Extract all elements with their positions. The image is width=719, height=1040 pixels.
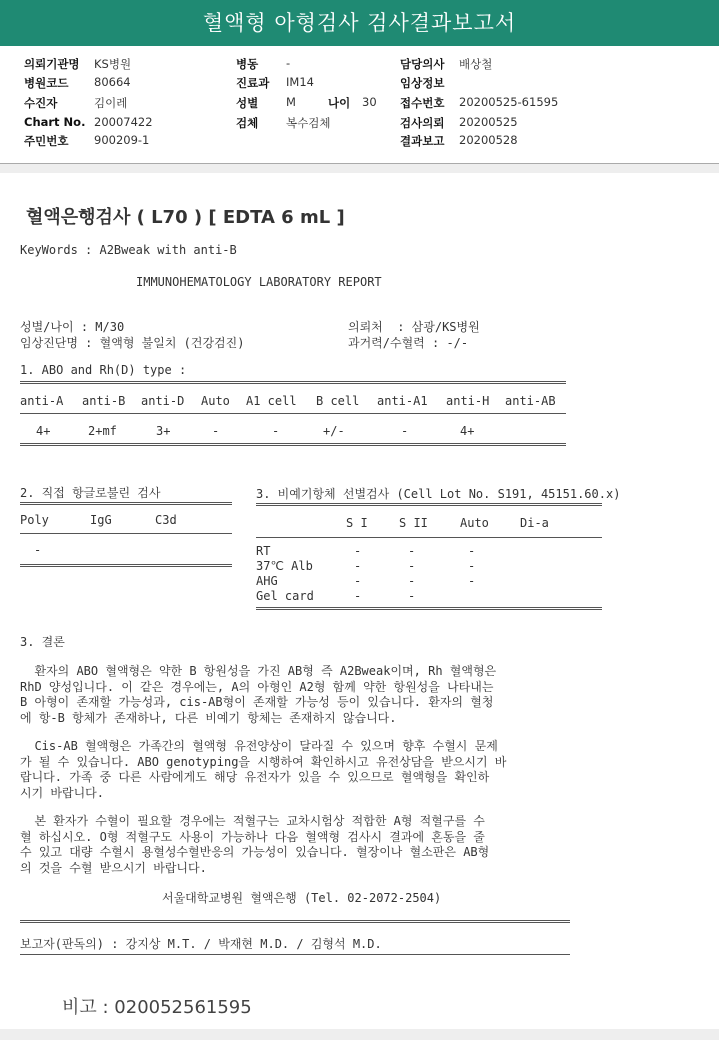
history-line: 과거력/수혈력 : -/- — [348, 336, 469, 350]
screen-gel-s1: - — [354, 589, 362, 603]
screen-phase-gel-card: Gel card — [256, 589, 314, 603]
sex-value: M — [286, 95, 296, 109]
dat-header-c3d: C3d — [155, 513, 177, 527]
age-value: 30 — [362, 95, 377, 109]
report-banner-title: 혈액형 아형검사 검사결과보고서 — [0, 0, 719, 46]
abo-value-anti-h: 4+ — [460, 424, 475, 438]
screen-ahg-auto: - — [468, 574, 476, 588]
department-label: 진료과 — [236, 76, 270, 90]
dat-top-rule — [20, 502, 232, 505]
abo-value-anti-b: 2+mf — [88, 424, 117, 438]
para2-line: 가 될 수 있습니다. ABO genotyping을 시행하여 확인하시고 유전상담을 받으시기 바 — [20, 754, 507, 769]
request-date-label: 검사의뢰 — [400, 116, 445, 130]
hospital-code-value: 80664 — [94, 75, 131, 89]
chart-no-value: 20007422 — [94, 115, 153, 129]
screen-ahg-s2: - — [408, 574, 416, 588]
doctor-label: 담당의사 — [400, 57, 445, 71]
hospital-name-label: 의뢰기관명 — [24, 57, 80, 71]
report-date-label: 결과보고 — [400, 134, 445, 148]
conclusion-paragraph-3 — [20, 814, 620, 876]
reporter-top-rule — [20, 920, 570, 923]
conclusion-paragraph-1 — [20, 664, 620, 726]
lab-report-document — [0, 173, 719, 1029]
screen-37c-s2: - — [408, 559, 416, 573]
sex-label: 성별 — [236, 96, 259, 110]
reporter-bottom-rule — [20, 954, 570, 955]
clinical-info-label: 임상정보 — [400, 76, 445, 90]
para2-line: 랍니다. 가족 중 다른 사람에게도 해당 유전자가 있을 수 있으므로 혈액형을 확인하 — [20, 770, 490, 784]
ward-value: - — [286, 56, 291, 70]
dat-mid-rule — [20, 533, 232, 534]
para3-line: 수 있고 대량 수혈시 용혈성수혈반응의 가능성이 있습니다. 혈장이나 혈소판은 AB형 — [20, 845, 490, 859]
para1-line: RhD 양성입니다. 이 같은 경우에는, A의 아형인 A2형 함께 약한 항원성을 나타내는 — [20, 679, 494, 694]
abo-header-anti-d: anti-D — [141, 394, 185, 408]
abo-value-b-cell: +/- — [323, 424, 345, 438]
patient-name-label: 수진자 — [24, 96, 58, 110]
hospital-contact: 서울대학교병원 혈액은행 (Tel. 02-2072-2504) — [162, 891, 442, 905]
age-label: 나이 — [328, 96, 351, 110]
screen-rt-auto: - — [468, 544, 476, 558]
request-date-value: 20200525 — [459, 115, 518, 129]
screen-rt-s1: - — [354, 544, 362, 558]
test-title: 혈액은행검사 ( L70 ) [ EDTA 6 mL ] — [26, 207, 345, 228]
para2-line: Cis-AB 혈액형은 가족간의 혈액형 유전양상이 달라질 수 있으며 향후 수혈시 문제 — [20, 739, 498, 753]
dat-header-igg: IgG — [90, 513, 112, 527]
screen-header-auto: Auto — [460, 516, 489, 530]
screen-header-di-a: Di-a — [520, 516, 549, 530]
para2-line: 시기 바랍니다. — [20, 785, 105, 800]
conclusion-paragraph-2 — [20, 739, 620, 801]
screen-37c-s1: - — [354, 559, 362, 573]
section-screen-title: 3. 비예기항체 선별검사 (Cell Lot No. S191, 45151.60.x) — [256, 487, 621, 501]
screen-mid-rule — [256, 537, 602, 538]
hospital-code-label: 병원코드 — [24, 76, 69, 90]
abo-header-a1-cell: A1 cell — [246, 394, 297, 408]
specimen-label: 검체 — [236, 116, 259, 130]
abo-value-anti-a: 4+ — [36, 424, 51, 438]
conclusion-title: 3. 결론 — [20, 635, 65, 649]
para1-line: B 아형이 존재할 가능성과, cis-AB형이 존재할 가능성 등이 있습니다. 환자의 혈청 — [20, 695, 494, 709]
screen-phase-ahg: AHG — [256, 574, 278, 588]
abo-header-anti-ab: anti-AB — [505, 394, 556, 408]
abo-header-anti-h: anti-H — [446, 394, 490, 408]
screen-gel-s2: - — [408, 589, 416, 603]
para3-line: 의 것을 수혈 받으시기 바랍니다. — [20, 860, 207, 875]
department-value: IM14 — [286, 75, 314, 89]
dat-value-poly: - — [34, 543, 42, 557]
section-abo-title: 1. ABO and Rh(D) type : — [20, 363, 187, 377]
abo-value-auto: - — [212, 424, 220, 438]
lab-report-title: IMMUNOHEMATOLOGY LABORATORY REPORT — [136, 275, 382, 289]
resident-no-label: 주민번호 — [24, 134, 69, 148]
chart-no-label: Chart No. — [24, 115, 86, 129]
patient-info-panel — [0, 46, 719, 164]
reporters-line: 보고자(판독의) : 강지상 M.T. / 박재현 M.D. / 김형석 M.D. — [20, 937, 382, 951]
patient-name-value: 김이레 — [94, 96, 128, 110]
remark-note: 비고 : 020052561595 — [62, 997, 252, 1018]
para1-line: 에 항-B 항체가 존재하나, 다른 비예기 항체는 존재하지 않습니다. — [20, 710, 397, 725]
abo-value-a1-cell: - — [272, 424, 280, 438]
keywords: KeyWords : A2Bweak with anti-B — [20, 243, 237, 257]
doctor-value: 배상철 — [459, 57, 493, 71]
abo-header-b-cell: B cell — [316, 394, 360, 408]
abo-header-anti-a1: anti-A1 — [377, 394, 428, 408]
abo-mid-rule — [20, 413, 566, 414]
screen-37c-auto: - — [468, 559, 476, 573]
abo-value-anti-d: 3+ — [156, 424, 171, 438]
screen-phase-rt: RT — [256, 544, 271, 558]
screen-top-rule — [256, 503, 602, 506]
bottom-bar — [0, 1029, 719, 1040]
abo-header-auto: Auto — [201, 394, 230, 408]
abo-header-anti-b: anti-B — [82, 394, 126, 408]
screen-ahg-s1: - — [354, 574, 362, 588]
screen-header-s1: S I — [346, 516, 368, 530]
screen-rt-s2: - — [408, 544, 416, 558]
abo-value-anti-a1: - — [401, 424, 409, 438]
dat-bottom-rule — [20, 564, 232, 567]
hospital-name-value: KS병원 — [94, 57, 132, 71]
receipt-no-value: 20200525-61595 — [459, 95, 559, 109]
sex-age-line: 성별/나이 : M/30 — [20, 320, 125, 334]
resident-no-value: 900209-1 — [94, 133, 150, 147]
abo-bottom-rule — [20, 443, 566, 446]
screen-bottom-rule — [256, 607, 602, 610]
ward-label: 병동 — [236, 57, 259, 71]
section-divider — [0, 164, 719, 173]
referrer-line: 의뢰처 : 삼광/KS병원 — [348, 320, 480, 334]
section-dat-title: 2. 직접 항글로불린 검사 — [20, 486, 161, 500]
diagnosis-line: 임상진단명 : 혈액형 불일치 (건강검진) — [20, 336, 245, 350]
dat-header-poly: Poly — [20, 513, 49, 527]
report-date-value: 20200528 — [459, 133, 518, 147]
screen-header-s2: S II — [399, 516, 428, 530]
receipt-no-label: 접수번호 — [400, 96, 445, 110]
screen-phase-37c-alb: 37℃ Alb — [256, 559, 313, 573]
abo-header-anti-a: anti-A — [20, 394, 64, 408]
para3-line: 본 환자가 수혈이 필요할 경우에는 적혈구는 교차시험상 적합한 A형 적혈구를 수 — [20, 814, 485, 828]
para3-line: 혈 하십시오. O형 적혈구도 사용이 가능하나 다음 혈액형 검사시 결과에 혼동을 줄 — [20, 829, 485, 844]
abo-top-rule — [20, 381, 566, 384]
para1-line: 환자의 ABO 혈액형은 약한 B 항원성을 가진 AB형 즉 A2Bweak이며, Rh 혈액형은 — [20, 664, 497, 678]
specimen-value: 복수검체 — [286, 116, 331, 130]
